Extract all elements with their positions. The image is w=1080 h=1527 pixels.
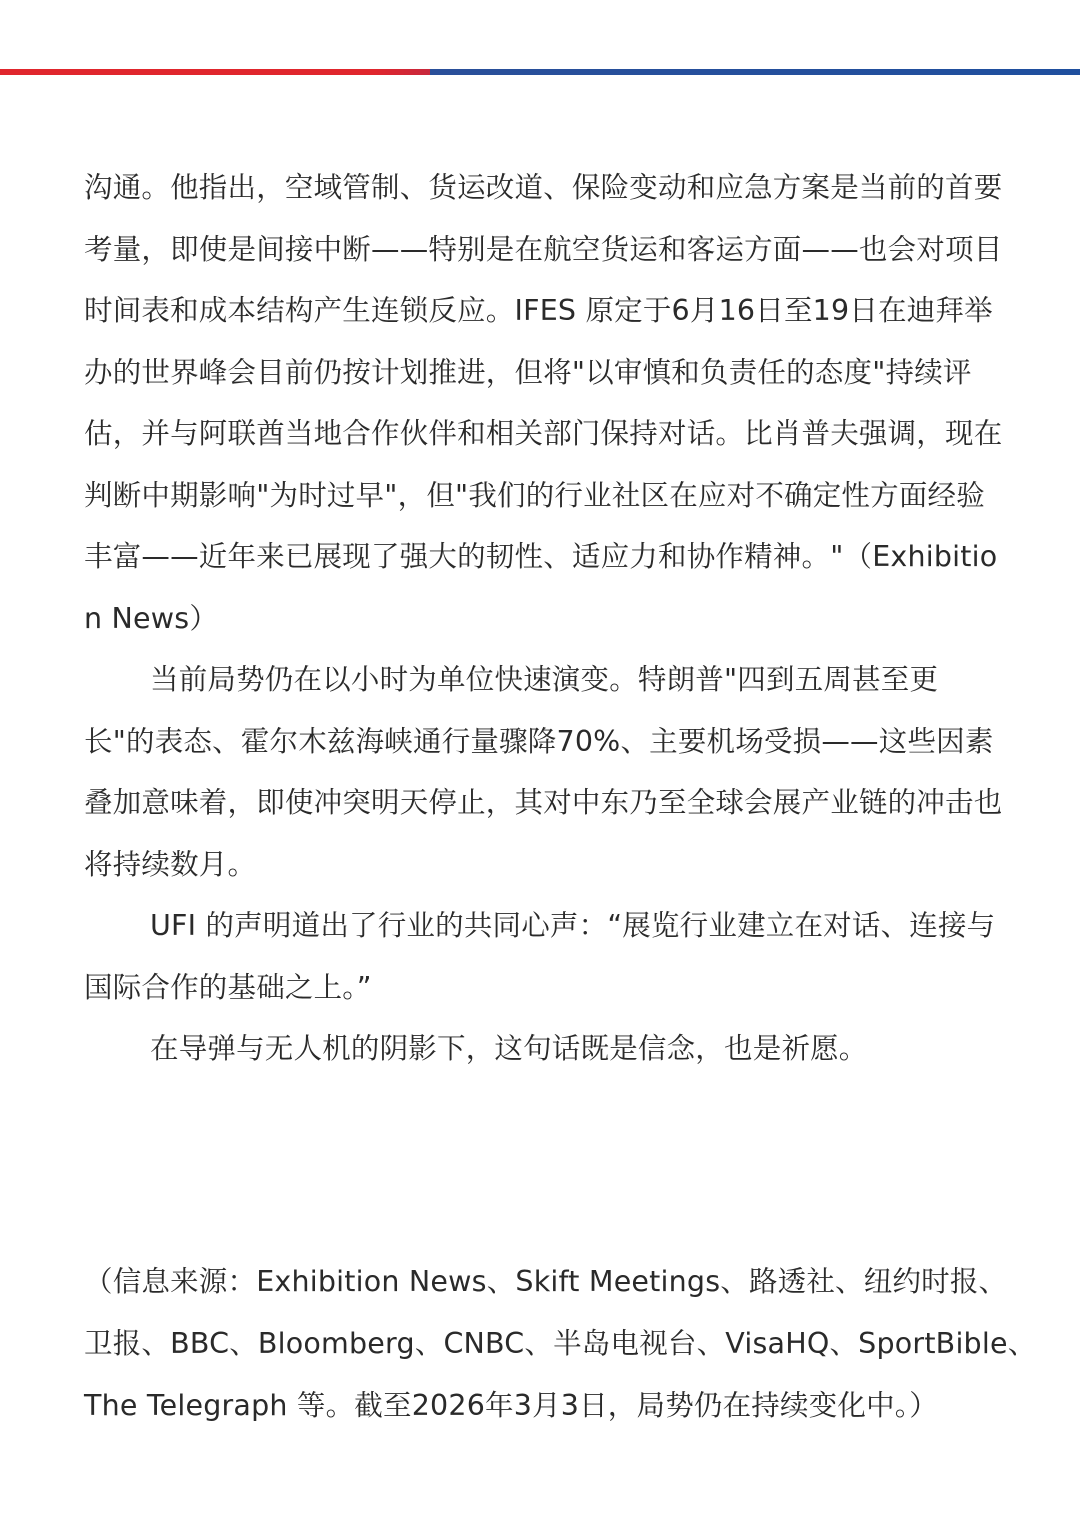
article-paragraph: 在导弹与无人机的阴影下，这句话既是信念，也是祈愿。	[150, 1032, 868, 1065]
article-paragraph: 当前局势仍在以小时为单位快速演变。特朗普"四到五周甚至更长"的表态、霍尔木兹海峡通行量骤降70%、主要机场受损——这些因素叠加意味着，即使冲突明天停止，其对中东乃至全球会展产业链的冲击也将持续数月。	[84, 663, 1003, 881]
article-body	[84, 157, 1004, 1080]
article-paragraph: 沟通。他指出，空域管制、货运改道、保险变动和应急方案是当前的首要考量，即使是间接中断——特别是在航空货运和客运方面——也会对项目时间表和成本结构产生连锁反应。IFES 原定于6月16日至19日在迪拜举办的世界峰会目前仍按计划推进，但将"以审慎和负责任的态度"持续评估，并与阿联酋当地合作伙伴和相关部门保持对话。比肖普夫强调，现在判断中期影响"为时过早"，但"我们的行业社区在应对不确定性方面经验丰富——近年来已展现了强大的韧性、适应力和协作精神。"（Exhibition News）	[84, 171, 1003, 635]
divider-red-segment	[0, 69, 440, 75]
article-paragraph: UFI 的声明道出了行业的共同心声：“展览行业建立在对话、连接与国际合作的基础之上。”	[84, 909, 996, 1004]
source-note-line: （信息来源：Exhibition News、Skift Meetings、路透社、纽约时报、	[84, 1265, 1008, 1298]
source-note-line: 卫报、BBC、Bloomberg、CNBC、半岛电视台、VisaHQ、SportBible、	[84, 1327, 1037, 1360]
header-divider-bar	[0, 69, 1080, 75]
source-note-line: The Telegraph 等。截至2026年3月3日，局势仍在持续变化中。）	[84, 1389, 938, 1422]
source-note	[84, 1251, 1037, 1437]
divider-blue-segment	[430, 69, 1080, 75]
